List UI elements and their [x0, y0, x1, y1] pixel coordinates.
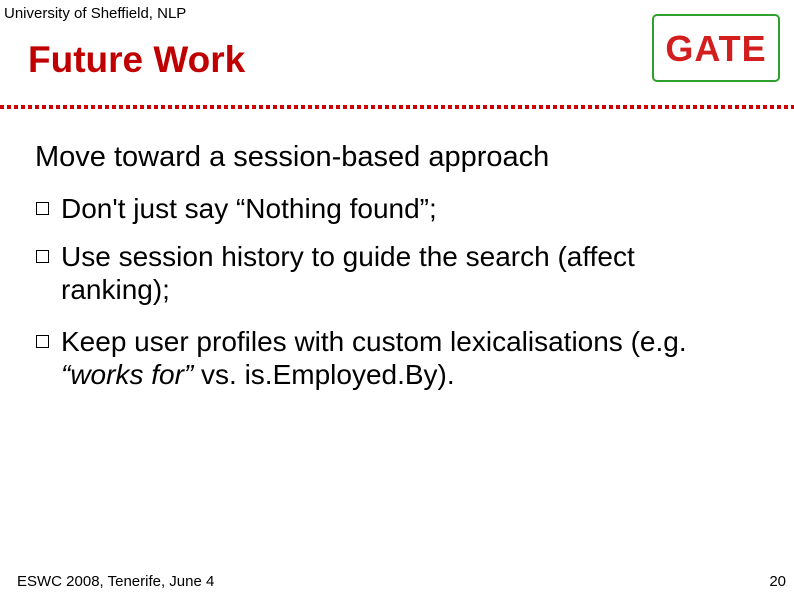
bullet-box-icon [36, 202, 49, 215]
bullet-box-icon [36, 250, 49, 263]
page-number: 20 [769, 573, 786, 590]
bullet-text: Keep user profiles with custom lexicalisations (e.g. [61, 326, 687, 357]
bullet-text: Use session history to guide the search (affect [61, 241, 635, 272]
footer-event: ESWC 2008, Tenerife, June 4 [17, 573, 215, 590]
bullet-box-icon [36, 335, 49, 348]
bullet-text-continuation: ranking); [61, 274, 170, 305]
bullet-text-continuation [61, 358, 794, 391]
bullet-item [36, 192, 794, 225]
bullet-item [36, 240, 794, 306]
gate-logo [652, 14, 780, 82]
header-organization: University of Sheffield, NLP [4, 5, 187, 22]
gate-logo-text: GATE [665, 28, 767, 69]
bullet-item [36, 325, 794, 391]
bullet-text-rest: vs. is.Employed.By). [193, 359, 455, 390]
title-divider [0, 103, 794, 111]
italic-phrase: “works for” [61, 359, 194, 390]
lead-text: Move toward a session-based approach [35, 141, 550, 173]
bullet-text: Don't just say “Nothing found”; [61, 193, 437, 224]
slide-title: Future Work [28, 39, 246, 80]
